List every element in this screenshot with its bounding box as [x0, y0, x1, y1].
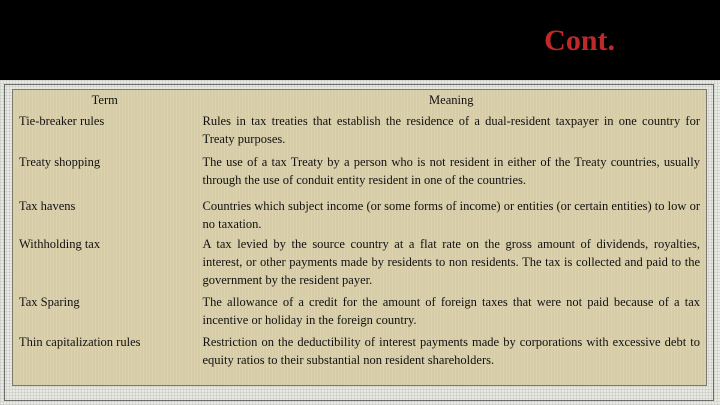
column-header-term: Term: [91, 93, 118, 107]
table-row: [13, 331, 707, 386]
meaning-cell: Restriction on the deductibility of interest payments made by corporations with excessive debt to equity ratios to their substantial non resident shareholders.: [202, 335, 700, 367]
meaning-cell: A tax levied by the source country at a flat rate on the gross amount of dividends, royalties, interest, or other payments made by residents to non residents. The tax is collected and paid to the government by the resident payer.: [202, 237, 700, 287]
table-row: [13, 110, 707, 151]
term-cell: Tie-breaker rules: [19, 114, 105, 128]
table-row: [13, 195, 707, 233]
term-cell: Thin capitalization rules: [19, 335, 141, 349]
term-cell: Tax havens: [19, 199, 76, 213]
meaning-cell: Rules in tax treaties that establish the residence of a dual-resident taxpayer in one country for Treaty purposes.: [202, 114, 700, 146]
meaning-cell: Countries which subject income (or some forms of income) or entities (or certain entities) to low or no taxation.: [202, 199, 700, 231]
definitions-table: [12, 89, 707, 386]
table-row: [13, 291, 707, 331]
slide-title: Cont.: [544, 24, 615, 57]
table-row: [13, 151, 707, 195]
term-cell: Withholding tax: [19, 237, 101, 251]
column-header-meaning: Meaning: [429, 93, 474, 107]
meaning-cell: The use of a tax Treaty by a person who is not resident in either of the Treaty countries, usually through the use of conduit entity resident in one of the countries.: [202, 155, 700, 187]
term-cell: Treaty shopping: [19, 155, 101, 169]
table-header-row: [13, 90, 707, 111]
table-row: [13, 233, 707, 291]
meaning-cell: The allowance of a credit for the amount of foreign taxes that were not paid because of a tax incentive or holiday in the foreign country.: [202, 295, 700, 327]
term-cell: Tax Sparing: [19, 295, 80, 309]
